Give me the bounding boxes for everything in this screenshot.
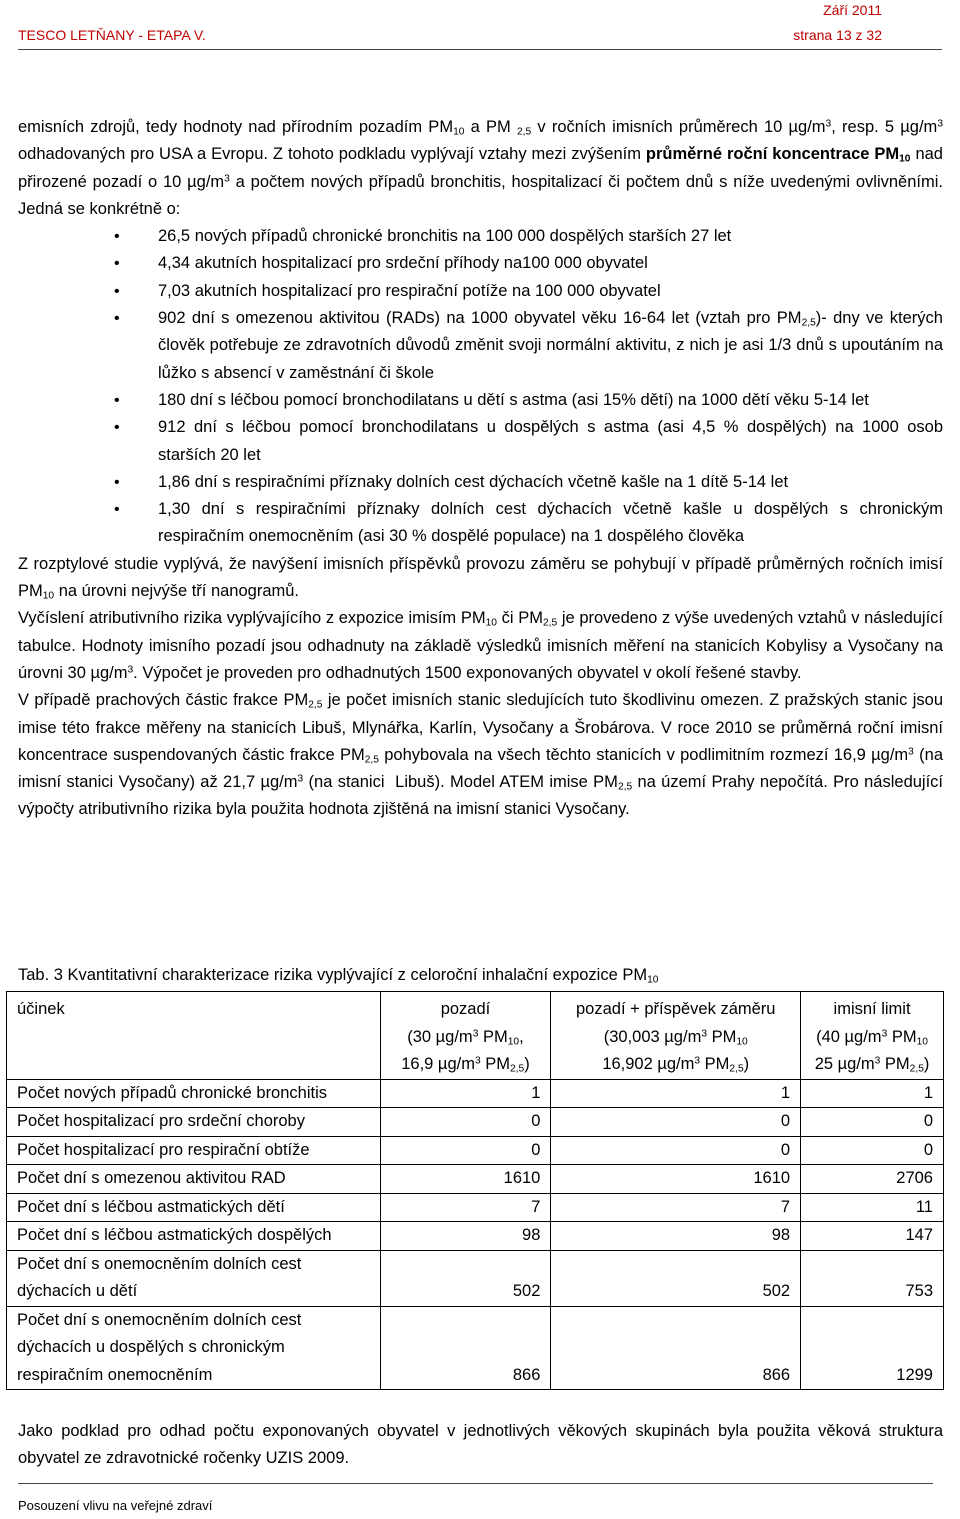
row-label: Počet nových případů chronické bronchitis xyxy=(7,1079,381,1108)
cell-background-plus: 1610 xyxy=(551,1165,801,1194)
row-label: Počet dní s omezenou aktivitou RAD xyxy=(7,1165,381,1194)
footer-divider xyxy=(18,1483,933,1484)
closing-paragraph: Jako podklad pro odhad počtu exponovaných obyvatel v jednotlivých věkových skupinách byla použita věková struktura obyvatel ze zdravotnické ročenky UZIS 2009. xyxy=(18,1422,943,1468)
cell-limit: 753 xyxy=(801,1250,944,1306)
cell-background-plus: 98 xyxy=(551,1222,801,1251)
cell-limit: 0 xyxy=(801,1108,944,1137)
list-item: • 7,03 akutních hospitalizací pro respirační potíže na 100 000 obyvatel xyxy=(18,278,943,305)
cell-background-plus: 7 xyxy=(551,1193,801,1222)
cell-background-plus: 0 xyxy=(551,1108,801,1137)
cell-background: 0 xyxy=(380,1108,551,1137)
cell-limit: 11 xyxy=(801,1193,944,1222)
row-label: Počet dní s onemocněním dolních cest dýchacích u dětí xyxy=(7,1250,381,1306)
cell-background-plus: 866 xyxy=(551,1306,801,1390)
cell-limit: 0 xyxy=(801,1136,944,1165)
cell-background-plus: 502 xyxy=(551,1250,801,1306)
cell-background: 1 xyxy=(380,1079,551,1108)
header-project: TESCO LETŇANY - ETAPA V. xyxy=(18,27,206,43)
row-label: Počet dní s léčbou astmatických dospělých xyxy=(7,1222,381,1251)
row-label: Počet dní s léčbou astmatických dětí xyxy=(7,1193,381,1222)
table-row xyxy=(7,1193,944,1222)
row-label: Počet hospitalizací pro srdeční choroby xyxy=(7,1108,381,1137)
cell-background: 1610 xyxy=(380,1165,551,1194)
paragraph-quantification: Vyčíslení atributivního rizika vyplývajícího z expozice imisím $PM_{10}$ či $PM_{2,5}$ je provedeno z výše uvedených vztahů v následující tabulce. Hodnoty imisního pozadí jsou odhadnuty na základě výsledků imisních měření na stanicích Kobylisy a Vysočany na úrovni 30 $\mu g/m^3$. Výpočet je proveden pro odhadnutých 1500 exponovaných obyvatel v okolí řešené stavby. xyxy=(18,609,944,682)
list-item: • 4,34 akutních hospitalizací pro srdeční příhody na100 000 obyvatel xyxy=(18,250,943,277)
header-date: Září 2011 xyxy=(823,2,882,18)
table-header-row xyxy=(7,992,944,1080)
paragraph-intro: emisních zdrojů, tedy hodnoty nad přírodním pozadím $PM_{10}$ a PM $_{2,5}$ v ročních imisních průměrech 10 $\mu g/m^3$, resp. 5 $\mu g/m^3$ odhadovaných pro USA a Evropu. Z tohoto podkladu vyplývají vztahy mezi zvýšením průměrné roční koncentrace $PM_{10}$ nad přirozené pozadí o 10 $\mu g/m^3$ a počtem nových případů bronchitis, hospitalizací či počtem dnů s níže uvedenými ovlivněními. Jedná se konkrétně o: xyxy=(18,118,943,218)
table-row xyxy=(7,1250,944,1306)
table-row xyxy=(7,1165,944,1194)
header-divider xyxy=(18,49,942,50)
header-page-number: strana 13 z 32 xyxy=(793,27,882,43)
risk-table xyxy=(6,991,944,1390)
paragraph-dispersion: Z rozptylové studie vyplývá, že navýšení imisních příspěvků provozu záměru se pohybují v případě průměrných ročních imisí $PM_{10}$ na úrovni nejvýše tří nanogramů. xyxy=(18,554,943,602)
table-row xyxy=(7,1136,944,1165)
paragraph-pm25: V případě prachových částic frakce $PM_{2,5}$ je počet imisních stanic sledujících tuto škodlivinu omezen. Z pražských stanic jsou imise této frakce měřeny na stanicích Libuš, Mlynářka, Karlín, Vysočany a Šrobárova. V roce 2010 se průměrná roční imisní koncentrace suspendovaných částic frakce $PM_{2,5}$ pohybovala na všech těchto stanicích v podlimitním rozmezí 16,9 $\mu g/m^3$ (na imisní stanici Vysočany) až 21,7 $\mu g/m^3$ (na stanici Libuš). Model ATEM imise $PM_{2,5}$ na území Prahy nepočítá. Pro následující výpočty atributivního rizika byla použita hodnota zjištěná na imisní stanici Vysočany. xyxy=(18,691,944,819)
list-item: • 1,30 dní s respiračními příznaky dolních cest dýchacích včetně kašle u dospělých s chronickým respiračním onemocněním (asi 30 % dospělé populace) na 1 dospělého člověka xyxy=(18,496,943,551)
cell-limit: 1299 xyxy=(801,1306,944,1390)
table-row xyxy=(7,1222,944,1251)
table-row xyxy=(7,1108,944,1137)
table-caption: Tab. 3 Kvantitativní charakterizace rizika vyplývající z celoroční inhalační expozice $PM_{10}$ xyxy=(18,966,659,986)
cell-background: 7 xyxy=(380,1193,551,1222)
effects-list xyxy=(18,223,943,551)
cell-limit: 2706 xyxy=(801,1165,944,1194)
list-item: • 912 dní s léčbou pomocí bronchodilatans u dospělých s astma (asi 4,5 % dospělých) na 1000 osob starších 20 let xyxy=(18,414,943,469)
effect-column-header: účinek xyxy=(7,992,381,1080)
cell-background: 502 xyxy=(380,1250,551,1306)
footer-text: Posouzení vlivu na veřejné zdraví xyxy=(18,1498,213,1513)
row-label: Počet hospitalizací pro respirační obtíže xyxy=(7,1136,381,1165)
limit-column-header: imisní limit (40 $\mu g/m^3$ $PM_{10}$ 25 $\mu g/m^3$ $PM_{2,5}$) xyxy=(801,992,944,1080)
table-row xyxy=(7,1079,944,1108)
list-item: • 180 dní s léčbou pomocí bronchodilatans u dětí s astma (asi 15% dětí) na 1000 dětí věku 5-14 let xyxy=(18,387,943,414)
cell-background-plus: 0 xyxy=(551,1136,801,1165)
body-text xyxy=(18,114,943,824)
cell-background-plus: 1 xyxy=(551,1079,801,1108)
cell-background: 98 xyxy=(380,1222,551,1251)
list-item: • 26,5 nových případů chronické bronchitis na 100 000 dospělých starších 27 let xyxy=(18,223,943,250)
cell-limit: 147 xyxy=(801,1222,944,1251)
cell-background: 0 xyxy=(380,1136,551,1165)
background-column-header: pozadí (30 $\mu g/m^3$ $PM_{10}$, 16,9 $\mu g/m^3$ $PM_{2,5}$) xyxy=(380,992,551,1080)
cell-limit: 1 xyxy=(801,1079,944,1108)
list-item: • 902 dní s omezenou aktivitou (RADs) na 1000 obyvatel věku 16-64 let (vztah pro $PM_{2,5})-$ dny ve kterých člověk potřebuje ze zdravotních důvodů změnit svoji normální aktivitu, z nich je asi 1/3 dnů s upoutáním na lůžko s absencí v zaměstnání či škole xyxy=(18,305,943,387)
row-label: Počet dní s onemocněním dolních cest dýchacích u dospělých s chronickým respiračním onemocněním xyxy=(7,1306,381,1390)
table-row xyxy=(7,1306,944,1390)
cell-background: 866 xyxy=(380,1306,551,1390)
list-item: • 1,86 dní s respiračními příznaky dolních cest dýchacích včetně kašle na 1 dítě 5-14 let xyxy=(18,469,943,496)
background-plus-column-header: pozadí + příspěvek záměru (30,003 $\mu g/m^3$ $PM_{10}$ 16,902 $\mu g/m^3$ $PM_{2,5}$) xyxy=(551,992,801,1080)
